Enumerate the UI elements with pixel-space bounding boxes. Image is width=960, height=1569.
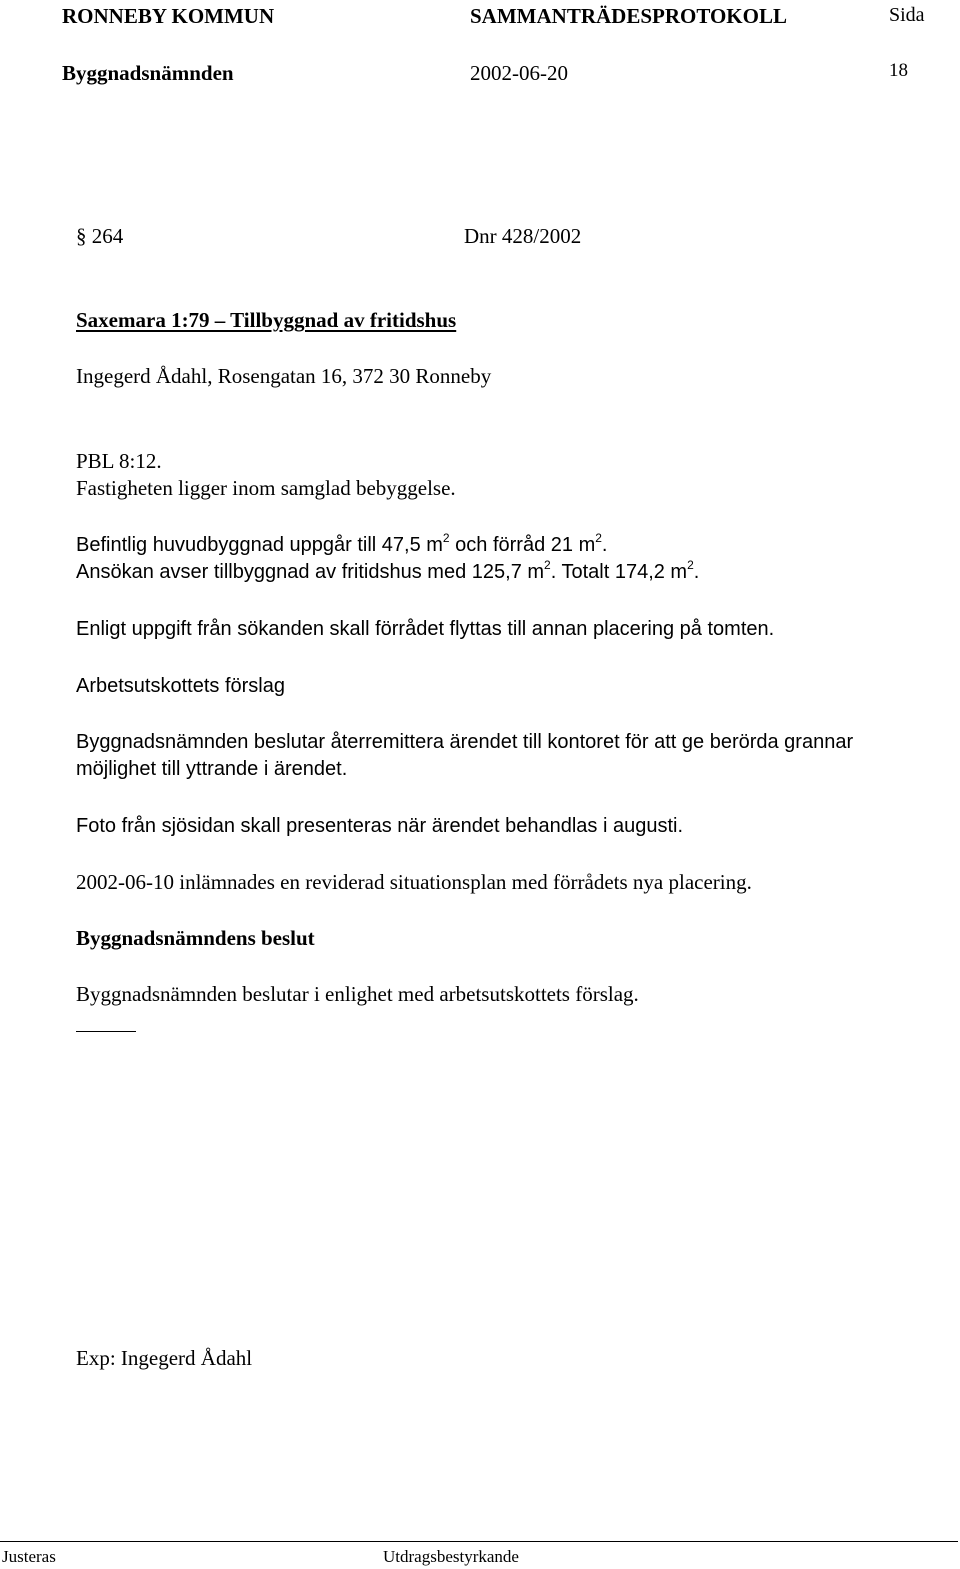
document-type: SAMMANTRÄDESPROTOKOLL (470, 4, 787, 28)
case-title: Saxemara 1:79 – Tillbyggnad av fritidshus (76, 308, 457, 332)
municipality-name: RONNEBY KOMMUN (62, 4, 275, 28)
section-number: 264 (91, 224, 124, 248)
proposal-heading: Arbetsutskottets förslag (76, 675, 285, 697)
page-label: Sida (889, 4, 925, 26)
decision-separator (76, 1031, 136, 1032)
footer-justeras: Justeras (2, 1547, 56, 1566)
footer-utdragsbestyrkande: Utdragsbestyrkande (383, 1547, 519, 1566)
diary-number: Dnr 428/2002 (464, 224, 582, 248)
page-number: 18 (889, 60, 908, 81)
case-section (76, 226, 123, 247)
submission-note: 2002-06-10 inlämnades en reviderad situationsplan med förrådets nya placering. (76, 870, 752, 894)
storage-note: Enligt uppgift från sökanden skall förrådet flyttas till annan placering på tomten. (76, 618, 775, 640)
decision-text: Byggnadsnämnden beslutar i enlighet med arbetsutskottets förslag. (76, 982, 639, 1006)
proposal-text-line-1: Byggnadsnämnden beslutar återremittera ärendet till kontoret för att ge berörda grannar (76, 731, 854, 753)
pbl-reference: PBL 8:12. (76, 449, 162, 473)
area-statement: Fastigheten ligger inom samglad bebyggelse. (76, 476, 456, 500)
proposal-text-line-2: möjlighet till yttrande i ärendet. (76, 758, 348, 780)
distribution-note: Exp: Ingegerd Ådahl (76, 1346, 253, 1370)
committee-name: Byggnadsnämnden (62, 61, 234, 85)
applicant-address: Ingegerd Ådahl, Rosengatan 16, 372 30 Ronneby (76, 364, 492, 388)
section-symbol: § (76, 224, 87, 248)
photo-note: Foto från sjösidan skall presenteras när ärendet behandlas i augusti. (76, 815, 684, 837)
existing-buildings-line: Befintlig huvudbyggnad uppgår till 47,5 $m^2$ och förråd 21 $m^2$. (76, 531, 608, 556)
application-line: Ansökan avser tillbyggnad av fritidshus med 125,7 $m^2$. Totalt 174,2 $m^2$. (76, 558, 700, 583)
meeting-date: 2002-06-20 (470, 61, 568, 85)
decision-heading: Byggnadsnämndens beslut (76, 926, 315, 950)
footer-rule (0, 1541, 958, 1542)
